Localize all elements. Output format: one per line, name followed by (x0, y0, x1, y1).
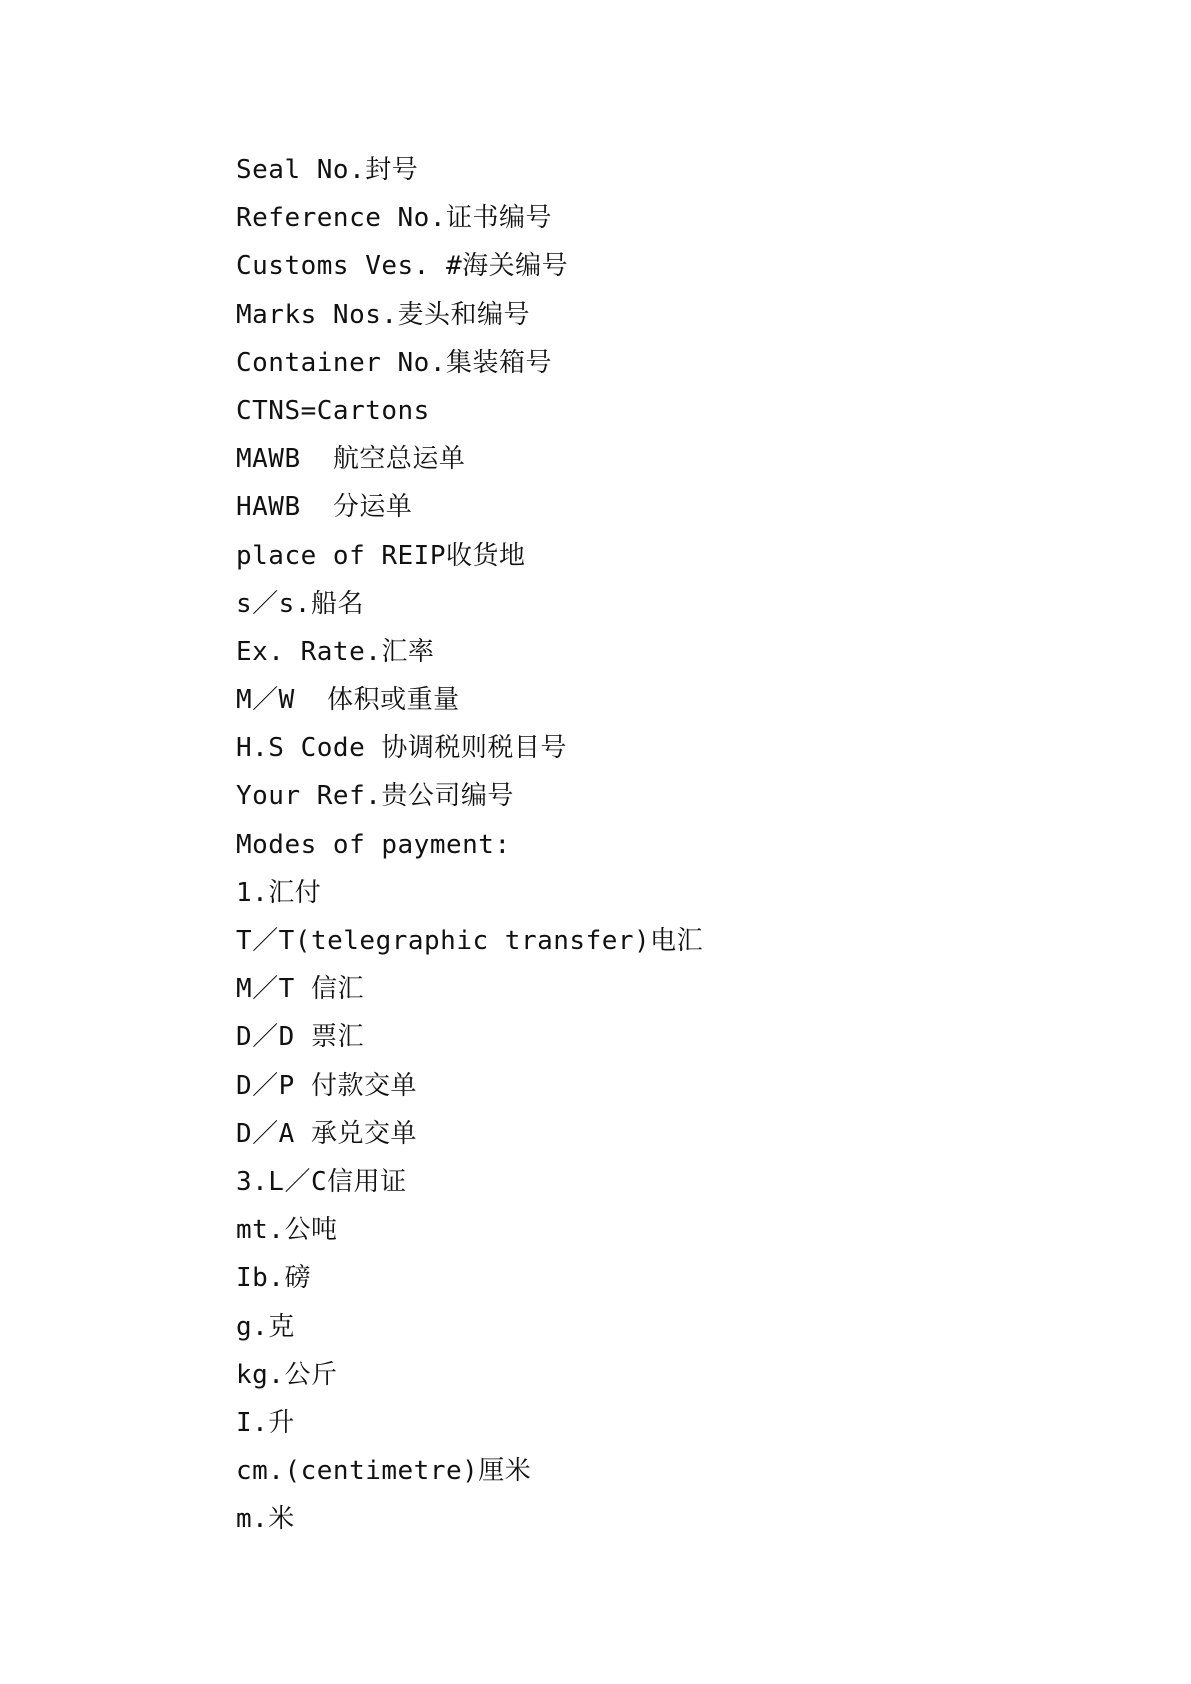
glossary-line: s／s.船名 (236, 588, 364, 619)
glossary-line: Reference No.证书编号 (236, 203, 552, 234)
glossary-line: Ib.磅 (236, 1263, 311, 1294)
glossary-line: M／T 信汇 (236, 974, 364, 1005)
glossary-line: cm.(centimetre)厘米 (236, 1456, 532, 1487)
glossary-line: Your Ref.贵公司编号 (236, 781, 514, 812)
glossary-list (236, 150, 703, 1547)
glossary-line: 1.汇付 (236, 877, 322, 908)
glossary-line: MAWB 航空总运单 (236, 444, 466, 475)
glossary-line: Marks Nos.麦头和编号 (236, 299, 531, 330)
glossary-line: Container No.集装箱号 (236, 347, 552, 378)
glossary-line: T／T(telegraphic transfer)电汇 (236, 926, 704, 956)
glossary-line: m.米 (236, 1504, 295, 1535)
glossary-line: I.升 (236, 1407, 295, 1438)
glossary-line: D／D 票汇 (236, 1022, 364, 1053)
glossary-line: H.S Code 协调税则税目号 (236, 733, 567, 764)
glossary-line: CTNS=Cartons (236, 395, 430, 426)
glossary-line: D／A 承兑交单 (236, 1118, 417, 1149)
glossary-line: g.克 (236, 1311, 295, 1342)
glossary-line: place of REIP收货地 (236, 540, 526, 571)
glossary-line: Customs Ves. #海关编号 (236, 251, 569, 282)
glossary-line: mt.公吨 (236, 1215, 338, 1246)
glossary-line: kg.公斤 (236, 1359, 338, 1390)
glossary-line: Seal No.封号 (236, 155, 419, 185)
glossary-line: 3.L／C信用证 (236, 1166, 407, 1197)
glossary-line: D／P 付款交单 (236, 1070, 417, 1101)
glossary-line: HAWB 分运单 (236, 492, 413, 523)
glossary-line: Ex. Rate.汇率 (236, 636, 435, 667)
glossary-line: Modes of payment: (236, 829, 511, 860)
glossary-line: M／W 体积或重量 (236, 685, 460, 716)
